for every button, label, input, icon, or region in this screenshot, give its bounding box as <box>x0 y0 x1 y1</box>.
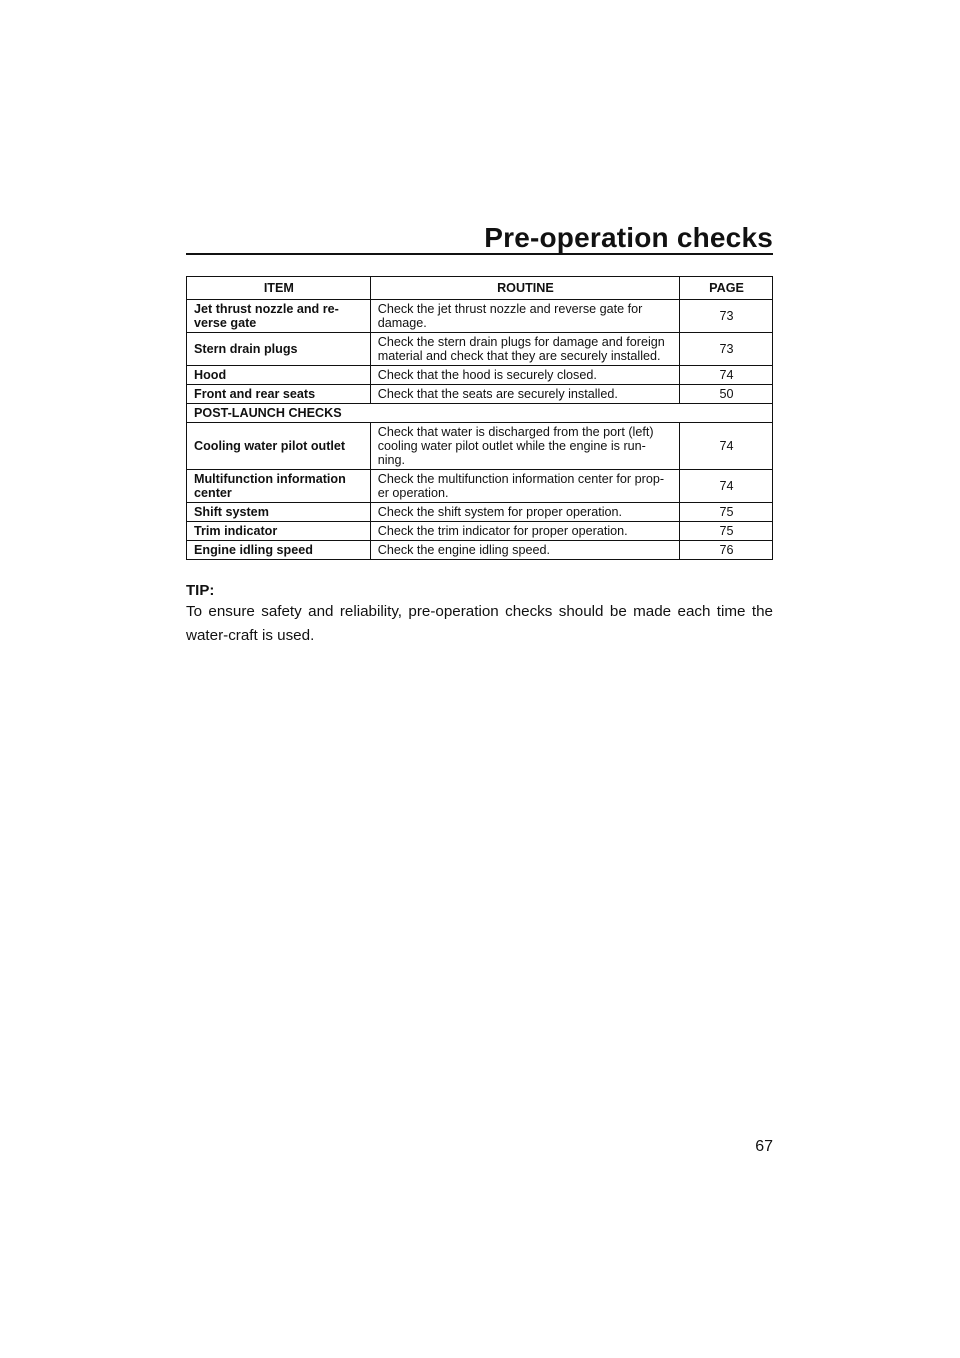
table-row <box>187 503 773 522</box>
item-cell: Shift system <box>187 503 371 522</box>
item-cell: Cooling water pilot outlet <box>187 423 371 470</box>
column-header-item: ITEM <box>187 277 371 300</box>
routine-cell: Check the shift system for proper operation. <box>370 503 679 522</box>
column-header-page: PAGE <box>680 277 773 300</box>
table-row <box>187 470 773 503</box>
page-cell: 74 <box>680 366 773 385</box>
page-number: 67 <box>755 1138 773 1155</box>
routine-cell: Check that water is discharged from the port (left) cooling water pilot outlet while the engine is run-ning. <box>370 423 679 470</box>
routine-cell: Check the engine idling speed. <box>370 541 679 560</box>
table-row <box>187 541 773 560</box>
tip-heading: TIP: <box>186 582 215 599</box>
item-cell: Multifunction information center <box>187 470 371 503</box>
table-header-row <box>187 277 773 300</box>
page-cell: 75 <box>680 522 773 541</box>
item-cell: Engine idling speed <box>187 541 371 560</box>
page-cell: 76 <box>680 541 773 560</box>
pre-operation-checks-table <box>186 276 773 560</box>
routine-cell: Check the trim indicator for proper operation. <box>370 522 679 541</box>
section-heading: POST-LAUNCH CHECKS <box>187 404 773 423</box>
page-cell: 73 <box>680 300 773 333</box>
table-row <box>187 300 773 333</box>
routine-cell: Check that the hood is securely closed. <box>370 366 679 385</box>
item-cell: Hood <box>187 366 371 385</box>
table-row <box>187 385 773 404</box>
page-cell: 73 <box>680 333 773 366</box>
table-row <box>187 423 773 470</box>
item-cell: Jet thrust nozzle and re-verse gate <box>187 300 371 333</box>
item-cell: Trim indicator <box>187 522 371 541</box>
page-cell: 50 <box>680 385 773 404</box>
routine-cell: Check that the seats are securely installed. <box>370 385 679 404</box>
page-cell: 75 <box>680 503 773 522</box>
title-divider <box>186 253 773 255</box>
page-cell: 74 <box>680 470 773 503</box>
item-cell: Stern drain plugs <box>187 333 371 366</box>
column-header-routine: ROUTINE <box>370 277 679 300</box>
table-row <box>187 333 773 366</box>
table-row <box>187 366 773 385</box>
routine-cell: Check the stern drain plugs for damage and foreign material and check that they are securely installed. <box>370 333 679 366</box>
section-row <box>187 404 773 423</box>
routine-cell: Check the multifunction information center for prop-er operation. <box>370 470 679 503</box>
page-cell: 74 <box>680 423 773 470</box>
tip-body: To ensure safety and reliability, pre-operation checks should be made each time the water-craft is used. <box>186 603 773 644</box>
page-title: Pre-operation checks <box>484 222 773 253</box>
routine-cell: Check the jet thrust nozzle and reverse gate for damage. <box>370 300 679 333</box>
table-row <box>187 522 773 541</box>
item-cell: Front and rear seats <box>187 385 371 404</box>
